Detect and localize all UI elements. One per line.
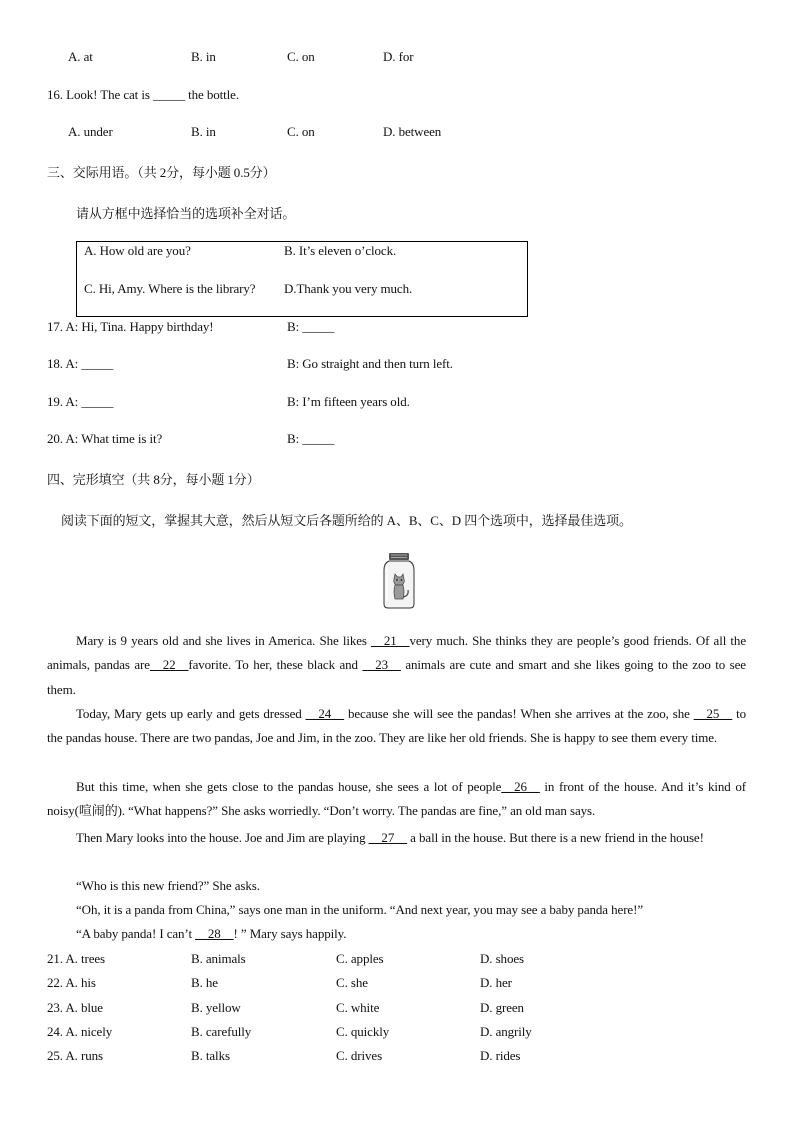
dialogue-17-a: 17. A: Hi, Tina. Happy birthday! xyxy=(47,319,214,334)
passage-paragraph-3: But this time, when she gets close to the pandas house, she sees a lot of people__26__ in front of the house. And it’s kind of noisy(喧闹的). “What happens?” She asks worriedly. “Don’t worry. The pandas are fine,” an old man says. xyxy=(47,779,746,819)
q25-option-c: C. drives xyxy=(336,1048,383,1063)
q25-option-d: D. rides xyxy=(480,1048,521,1063)
q24-option-c: C. quickly xyxy=(336,1024,390,1039)
section3-instruction: 请从方框中选择恰当的选项补全对话。 xyxy=(76,206,296,221)
blank-23: __23__ xyxy=(362,657,401,673)
q23-option-d: D. green xyxy=(480,1000,524,1015)
q23-option-a: 23. A. blue xyxy=(47,1000,103,1015)
q22-option-d: D. her xyxy=(480,975,512,990)
q16-option-d: D. between xyxy=(383,124,442,139)
box-option-d: D.Thank you very much. xyxy=(284,281,413,296)
box-option-b: B. It’s eleven o’clock. xyxy=(284,243,397,258)
section3-heading: 三、交际用语。（共 2分，每小题 0.5分） xyxy=(47,165,276,180)
dialogue-17-b: B: _____ xyxy=(287,319,335,334)
q25-option-a: 25. A. runs xyxy=(47,1048,103,1063)
q21-option-d: D. shoes xyxy=(480,951,524,966)
q15-option-d: D. for xyxy=(383,49,414,64)
q16-stem: 16. Look! The cat is _____ the bottle. xyxy=(47,87,240,102)
dialogue-20-b: B: _____ xyxy=(287,431,335,446)
passage-paragraph-1: Mary is 9 years old and she lives in America. She likes __21__very much. She thinks they are people’s good friends. Of all the animals, pandas are__22__favorite. To her, these black and __23__ animals are cute and smart and she likes going to the zoo to see them. xyxy=(47,633,746,697)
q15-option-b: B. in xyxy=(191,49,216,64)
q23-option-c: C. white xyxy=(336,1000,380,1015)
passage-paragraph-7: “A baby panda! I can’t __28__! ” Mary says happily. xyxy=(76,926,347,941)
q22-option-c: C. she xyxy=(336,975,368,990)
q16-option-c: C. on xyxy=(287,124,315,139)
q24-option-b: B. carefully xyxy=(191,1024,252,1039)
q24-option-a: 24. A. nicely xyxy=(47,1024,113,1039)
blank-22: __22__ xyxy=(149,657,189,673)
blank-27: __27__ xyxy=(368,830,408,845)
q15-option-a: A. at xyxy=(68,49,93,64)
blank-26: __26__ xyxy=(501,779,540,794)
dialogue-20-a: 20. A: What time is it? xyxy=(47,431,163,446)
blank-21: __21__ xyxy=(371,633,410,648)
q24-option-d: D. angrily xyxy=(480,1024,532,1039)
passage-paragraph-4: Then Mary looks into the house. Joe and Jim are playing __27__ a ball in the house. But there is a new friend in the house! xyxy=(76,830,704,845)
section4-instruction: 阅读下面的短文，掌握其大意，然后从短文后各题所给的 A、B、C、D 四个选项中，选择最佳选项。 xyxy=(61,513,632,528)
passage-paragraph-6: “Oh, it is a panda from China,” says one man in the uniform. “And next year, you may see a baby panda here!” xyxy=(76,902,643,917)
dialogue-19-a: 19. A: _____ xyxy=(47,394,114,409)
blank-24: __24__ xyxy=(305,706,344,721)
dialogue-18-a: 18. A: _____ xyxy=(47,356,114,371)
q16-option-b: B. in xyxy=(191,124,216,139)
blank-25: __25__ xyxy=(693,706,733,721)
passage-paragraph-5: “Who is this new friend?” She asks. xyxy=(76,878,260,893)
q23-option-b: B. yellow xyxy=(191,1000,241,1015)
blank-28: __28__ xyxy=(195,926,234,941)
q21-option-b: B. animals xyxy=(191,951,246,966)
section4-heading: 四、完形填空（共 8分，每小题 1分） xyxy=(47,472,260,487)
dialogue-18-b: B: Go straight and then turn left. xyxy=(287,356,453,371)
q15-option-c: C. on xyxy=(287,49,315,64)
passage-paragraph-2: Today, Mary gets up early and gets dressed __24__ because she will see the pandas! When she arrives at the zoo, she __25__ to the pandas house. There are two pandas, Joe and Jim, in the zoo. They are like her old friends. She is happy to see them every time. xyxy=(47,706,746,746)
dialogue-19-b: B: I’m fifteen years old. xyxy=(287,394,410,409)
q25-option-b: B. talks xyxy=(191,1048,230,1063)
box-option-a: A. How old are you? xyxy=(84,243,191,258)
q22-option-a: 22. A. his xyxy=(47,975,96,990)
box-option-c: C. Hi, Amy. Where is the library? xyxy=(84,281,256,296)
q16-option-a: A. under xyxy=(68,124,113,139)
q22-option-b: B. he xyxy=(191,975,218,990)
q21-option-c: C. apples xyxy=(336,951,384,966)
cat-in-jar-icon xyxy=(382,552,416,610)
q21-option-a: 21. A. trees xyxy=(47,951,106,966)
